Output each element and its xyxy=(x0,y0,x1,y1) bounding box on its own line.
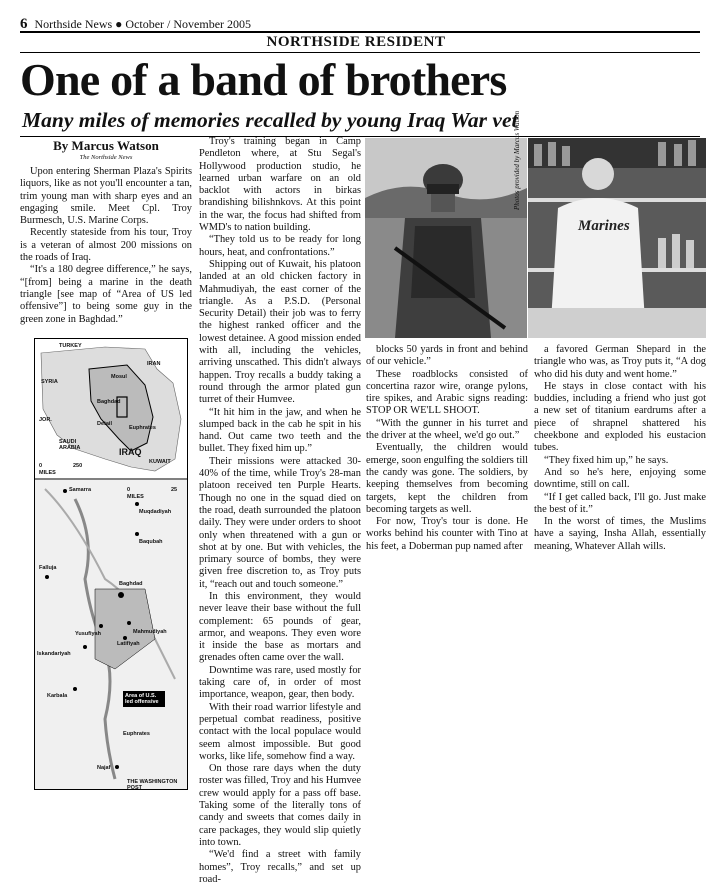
map-label: Karbala xyxy=(47,693,68,699)
paragraph: In this environment, they would never leave their base without the full complement: 65 pounds of gear, armor, and weapons. They even wore it inside the base as mortars and grenades often came over the wall. xyxy=(199,590,361,664)
publication-name: Northside News xyxy=(34,17,113,31)
soldier-illustration xyxy=(365,138,527,338)
map-label: 0 xyxy=(127,487,131,493)
paragraph: He stays in close contact with his buddies, including a friend who just got a new set of titanium eardrums after a piece of shrapnel shattered his cheekbone and exploded his eustacion tubes. xyxy=(534,380,706,454)
paragraph: Their missions were attacked 30-40% of the time, while Troy's 28-man platoon received ten Purple Hearts. Though no one in the squad died on the road, death surrounded the platoon daily. They were under orders to shoot only when threatened with a gun or shot at by one. But with vehicles, the primary source of bombs, they were given free discretion to, as Troy puts it, “reach out and touch someone.” xyxy=(199,455,361,590)
map-label: Najaf xyxy=(97,765,111,771)
paragraph: Shipping out of Kuwait, his platoon landed at an old chicken factory in Mahmudiyah, the east corner of the triangle. As a P.S.D. (Personal Security Detail) their job was to ferry the highest ranked officer and the lowest detainee. A good mission ended with all, including the vehicles, arriving unscathed. This didn't always happen. Troy recalls a buddy taking a round through the armor plated gun turret of their Humvee. xyxy=(199,258,361,406)
column-2 xyxy=(199,136,361,886)
map-label: Mosul xyxy=(111,374,127,380)
paragraph: In the worst of times, the Muslims have a saying, Insha Allah, essentially meaning, Whatever Allah wills. xyxy=(534,516,706,552)
shirt-text: Marines xyxy=(578,218,630,234)
paragraph: a favored German Shepard in the triangle who was, as Troy puts it, “A dog who did his duty and went home.” xyxy=(534,344,706,380)
map-label: Mahmudiyah xyxy=(133,629,167,635)
column-3 xyxy=(366,344,528,553)
paragraph: “They fixed him up,” he says. xyxy=(544,454,669,466)
paragraph: “If I get called back, I'll go. Just make the best of it.” xyxy=(534,491,706,515)
column-4 xyxy=(534,344,706,553)
map-label: SAUDI ARABIA xyxy=(59,439,81,451)
map-label: Euphrates xyxy=(123,731,150,737)
paragraph: And so he's here, enjoying some downtime, still on call. xyxy=(534,466,706,491)
paragraph: Recently stateside from his tour, Troy is a veteran of almost 200 missions on the roads of Iraq. xyxy=(20,227,192,264)
map-label: Latifiyah xyxy=(117,641,140,647)
map-label: 25 xyxy=(171,487,178,493)
map-label: KUWAIT xyxy=(149,459,171,465)
column-1 xyxy=(20,166,192,326)
section-title: NORTHSIDE RESIDENT xyxy=(266,34,446,50)
paragraph: These roadblocks consisted of concertina razor wire, orange pylons, tire spikes, and Arabic signs reading: STOP OR WE'LL SHOOT. xyxy=(366,368,528,417)
paragraph: For now, Troy's tour is done. He works behind his counter with Tino at his feet, a Doberman pup named after xyxy=(366,516,528,552)
paragraph: Troy's training began in Camp Pendleton where, at Stu Segal's Hollywood production studio, he learned urban warfare on an old backlot with actors in birkas brandishing bilishnkovs. At this point in the war, the focus had shifted from WMD's to nation building. xyxy=(199,136,361,234)
headline: One of a band of brothers xyxy=(20,54,507,105)
map-label: Yusufiyah xyxy=(75,631,101,637)
paragraph: Eventually, the children would emerge, soon engulfing the soldiers till the candy was gone. The soldiers, by keeping themselves from becoming targets, kept the children from becoming targets as well. xyxy=(366,442,528,515)
map-label: Muqdadiyah xyxy=(139,509,172,515)
map-label: MILES xyxy=(127,494,144,500)
map-label: Baghdad xyxy=(119,581,143,587)
paragraph: On those rare days when the duty roster was filled, Troy and his Humvee crew would apply for a pass off base. Taking some of the literally tons of candy and sweets that comes daily in care packages, they would slip quietly into town. xyxy=(199,763,361,848)
soldier-photo xyxy=(365,138,527,338)
paragraph: Downtime was rare, used mostly for taking care of, in order of most importance, weapon, gear, then body. xyxy=(199,664,361,701)
map-label: Falluja xyxy=(39,565,57,571)
map-label: TURKEY xyxy=(59,343,82,349)
store-illustration xyxy=(528,138,706,338)
map-label: Baghdad xyxy=(97,399,121,405)
byline: By Marcus Watson xyxy=(53,138,159,153)
page-number: 6 xyxy=(20,16,28,32)
paragraph: blocks 50 yards in front and behind of our vehicle.” xyxy=(366,344,528,368)
map-label: Samarra xyxy=(69,487,92,493)
map-label: SYRIA xyxy=(41,379,58,385)
bullet-separator: ● xyxy=(115,17,126,31)
store-photo xyxy=(528,138,706,338)
map-label: 0 xyxy=(39,463,43,469)
paragraph: “They told us to be ready for long hours, heat, and confrontations.” xyxy=(199,234,361,258)
paragraph: “It hit him in the jaw, and when he slumped back in the cab he spit in his hand. Out came two teeth and the bullet. They fixed him up.” xyxy=(199,406,361,455)
paragraph: Upon entering Sherman Plaza's Spirits liquors, like as not you'll encounter a tan, trim young man with sharp eyes and an engaging smile. Meet Cpl. Troy Burmesch, U.S. Marine Corps. xyxy=(20,166,192,227)
issue-date: October / November 2005 xyxy=(125,17,252,31)
map-label: MILES xyxy=(39,470,56,476)
paragraph: “It's a 180 degree difference,” he says, “[from] being a marine in the death triangle [see map of “Area of US led offensive”] to being some guy in the green zone in Baghdad.” xyxy=(20,264,192,325)
offensive-area-label: Area of U.S. led offensive xyxy=(123,691,165,707)
map-label: JOR. xyxy=(39,417,52,423)
byline-source: The Northside News xyxy=(79,154,133,161)
map-label: Baqubah xyxy=(139,539,163,545)
map-label: Euphrates xyxy=(129,425,156,431)
paragraph: With their road warrior lifestyle and perpetual combat readiness, positive contact with the local populace would seem almost impossible. But good works, like life, somehow find a way. xyxy=(199,701,361,762)
map-label: IRAN xyxy=(147,361,161,367)
map-label: Detail xyxy=(97,421,112,427)
top-rule xyxy=(20,31,700,33)
paragraph: “We'd find a street with family homes”, Troy recalls,” and set up road- xyxy=(199,849,361,885)
map-graphic xyxy=(35,339,187,789)
section-rule xyxy=(20,52,700,53)
subheadline: Many miles of memories recalled by young Iraq War vet xyxy=(22,108,518,132)
photo-credit: Photos provided by Marcus Watson xyxy=(513,110,521,210)
paragraph: “With the gunner in his turret and the driver at the wheel, we'd go out.” xyxy=(366,417,528,442)
map-label: 250 xyxy=(73,463,83,469)
iraq-map xyxy=(34,338,188,790)
map-label: IRAQ xyxy=(119,447,142,457)
map-credit: THE WASHINGTON POST xyxy=(127,779,178,791)
map-label: Iskandariyah xyxy=(37,651,71,657)
